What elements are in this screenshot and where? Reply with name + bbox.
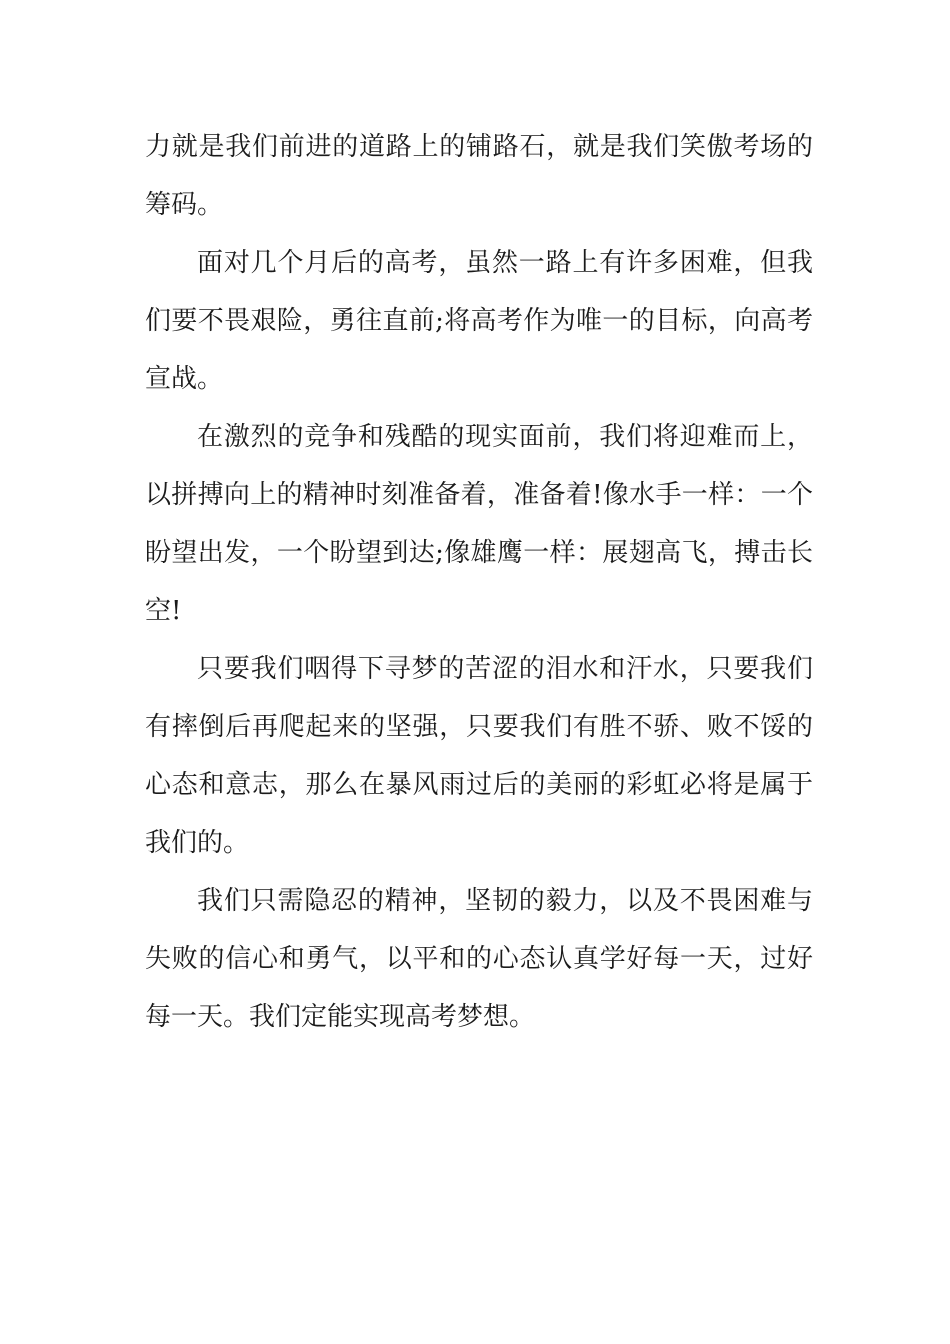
- text-line: 失败的信心和勇气，以平和的心态认真学好每一天，过好: [145, 944, 813, 974]
- text-line: 面对几个月后的高考，虽然一路上有许多困难，但我: [197, 248, 813, 278]
- text-line: 只要我们咽得下寻梦的苦涩的泪水和汗水，只要我们: [197, 654, 813, 684]
- text-line: 在激烈的竞争和残酷的现实面前，我们将迎难而上，: [197, 422, 813, 452]
- text-line: 宣战。: [145, 364, 224, 394]
- text-line: 每一天。我们定能实现高考梦想。: [145, 1002, 536, 1032]
- paragraph-5: [145, 872, 813, 1046]
- text-line: 有摔倒后再爬起来的坚强，只要我们有胜不骄、败不馁的: [145, 712, 813, 742]
- paragraph-3: [145, 408, 813, 640]
- paragraph-1: [145, 118, 813, 234]
- text-line: 筹码。: [145, 190, 224, 220]
- text-line: 以拼搏向上的精神时刻准备着，准备着!像水手一样：一个: [145, 480, 813, 510]
- paragraph-2: [145, 234, 813, 408]
- text-line: 我们只需隐忍的精神，坚韧的毅力，以及不畏困难与: [197, 886, 813, 916]
- paragraph-4: [145, 640, 813, 872]
- body-text: [145, 118, 813, 1046]
- text-line: 盼望出发，一个盼望到达;像雄鹰一样：展翅高飞，搏击长: [145, 538, 813, 568]
- text-line: 我们的。: [145, 828, 250, 858]
- text-line: 力就是我们前进的道路上的铺路石，就是我们笑傲考场的: [145, 132, 813, 162]
- text-line: 空!: [145, 596, 182, 626]
- text-line: 们要不畏艰险，勇往直前;将高考作为唯一的目标，向高考: [145, 306, 813, 336]
- text-line: 心态和意志，那么在暴风雨过后的美丽的彩虹必将是属于: [145, 770, 813, 800]
